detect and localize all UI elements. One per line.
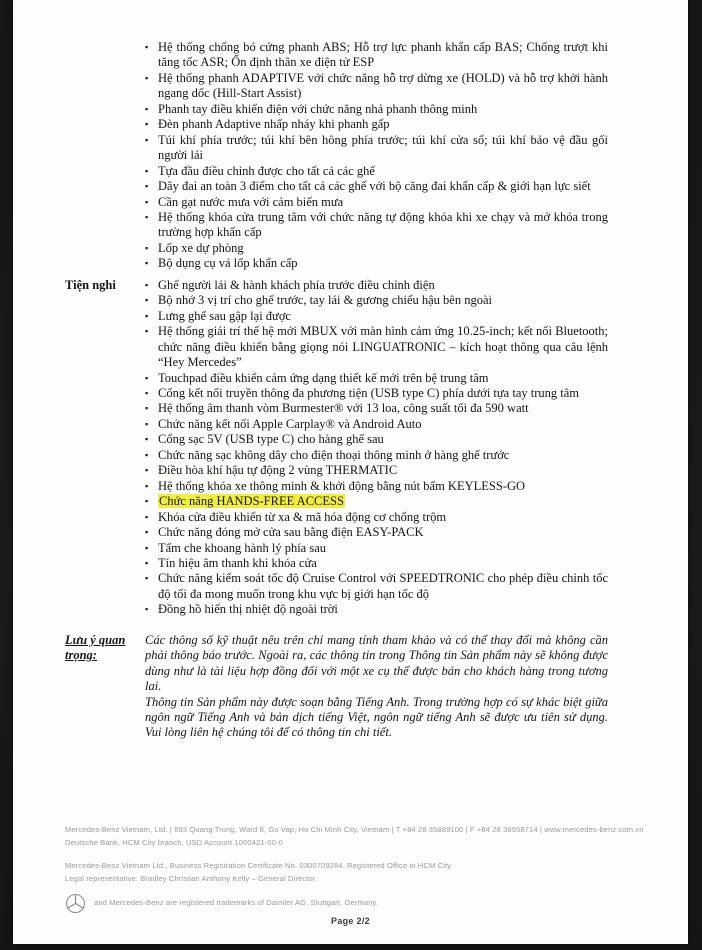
list-item: ▪ Lưng ghế sau gập lại được	[145, 309, 608, 324]
notes-label-line: Lưu ý quan	[65, 632, 126, 647]
list-item: ▪ Chức năng sạc không dây cho điện thoại thông minh ở hàng ghế trước	[145, 448, 608, 463]
notes-paragraph: Các thông số kỹ thuật nêu trên chỉ mang tính tham khảo và có thể thay đổi mà không cần phải thông báo trước. Ngoài ra, các thông tin trong Thông tin Sản phẩm này sẽ không được dùng như là tài liệu hợp đồng đối với một xe cụ thể được bán cho khách hàng trong tương lai.	[145, 632, 608, 694]
list-item: ▪ Bộ dụng cụ vá lốp khẩn cấp	[145, 256, 608, 271]
section-amenities	[13, 278, 688, 618]
list-item-highlighted	[145, 494, 608, 509]
page-footer	[65, 824, 665, 914]
list-item: ▪ Cổng kết nối truyền thông đa phương tiện (USB type C) phía dưới tựa tay trung tâm	[145, 386, 608, 401]
list-item: ▪ Hệ thống giải trí thế hệ mới MBUX với màn hình cảm ứng 10.25-inch; kết nối Bluetooth; chức năng điều khiển bằng giọng nói LINGUATRONIC – kích hoạt thông qua câu lệnh “Hey Mercedes”	[145, 324, 608, 370]
list-item: ▪ Touchpad điều khiển cảm ứng dạng thiết kế mới trên bệ trung tâm	[145, 371, 608, 386]
list-item: ▪ Chức năng kết nối Apple Carplay® và Android Auto	[145, 417, 608, 432]
feature-list	[145, 40, 608, 272]
list-item: ▪ Bộ nhớ 3 vị trí cho ghế trước, tay lái & gương chiếu hậu bên ngoài	[145, 293, 608, 308]
footer-trademark-text: and Mercedes-Benz are registered trademarks of Daimler AG, Stuttgart, Germany.	[94, 898, 379, 908]
list-item: ▪ Cần gạt nước mưa với cảm biến mưa	[145, 195, 608, 210]
list-item: ▪ Hệ thống âm thanh vòm Burmester® với 13 loa, công suất tối đa 590 watt	[145, 401, 608, 416]
footer-address-line: Mercedes-Benz Vietnam, Ltd. | 693 Quang Trung, Ward 8, Go Vap, Ho Chi Minh City, Vietnam | T +84 28 35889100 | F +84 28 38958714 | www.mercedes-benz.com.vn	[65, 825, 644, 834]
list-item: ▪ Cổng sạc 5V (USB type C) cho hàng ghế sau	[145, 432, 608, 447]
list-item: ▪ Ghế người lái & hành khách phía trước điều chỉnh điện	[145, 278, 608, 293]
feature-list	[145, 278, 608, 618]
list-item: ▪ Đồng hồ hiển thị nhiệt độ ngoài trời	[145, 602, 608, 617]
list-item: ▪ Phanh tay điều khiển điện với chức năng nhả phanh thông minh	[145, 102, 608, 117]
list-item: ▪ Hệ thống khóa xe thông minh & khởi động bằng nút bấm KEYLESS-GO	[145, 479, 608, 494]
notes-label-line: trọng:	[65, 648, 97, 663]
list-item: ▪ Hệ thống chống bó cứng phanh ABS; Hỗ trợ lực phanh khẩn cấp BAS; Chống trượt khi tăng tốc ASR; Ổn định thân xe điện tử ESP	[145, 40, 608, 71]
list-item: ▪ Tấm che khoang hành lý phía sau	[145, 541, 608, 556]
list-item: ▪ Hệ thống khóa cửa trung tâm với chức năng tự động khóa khi xe chạy và mở khóa trong trường hợp khẩn cấp	[145, 210, 608, 241]
list-item: ▪ Hệ thống phanh ADAPTIVE với chức năng hỗ trợ dừng xe (HOLD) và hỗ trợ khởi hành ngang dốc (Hill-Start Assist)	[145, 71, 608, 102]
mercedes-star-icon	[65, 893, 86, 914]
list-item: ▪ Dây đai an toàn 3 điểm cho tất cả các ghế với bộ căng đai khẩn cấp & giới hạn lực siết	[145, 179, 608, 194]
notes-body	[145, 633, 608, 741]
notes-paragraph: Thông tin Sản phẩm này được soạn bằng Tiếng Anh. Trong trường hợp có sự khác biệt giữa ngôn ngữ Tiếng Anh và bản dịch tiếng Việt, ngôn ngữ tiếng Anh sẽ được ưu tiên sử dụng. Vui lòng liên hệ chúng tôi để có thông tin chi tiết.	[145, 694, 608, 740]
list-item: ▪ Điều hòa khí hậu tự động 2 vùng THERMATIC	[145, 463, 608, 478]
list-item: ▪ Chức năng đóng mở cửa sau bằng điện EASY-PACK	[145, 525, 608, 540]
list-item: ▪ Túi khí phía trước; túi khí bên hông phía trước; túi khí cửa sổ; túi khí bảo vệ đầu gối người lái	[145, 133, 608, 164]
highlighted-text: Chức năng HANDS-FREE ACCESS	[159, 494, 344, 509]
list-item: ▪ Tựa đầu điều chỉnh được cho tất cả các ghế	[145, 164, 608, 179]
section-label-amenities: Tiện nghi	[65, 277, 116, 292]
page-number: Page 2/2	[331, 916, 370, 926]
document-page	[13, 0, 688, 944]
footer-representative-line: Legal representative: Bradley Christian Anthony Kelly – General Director.	[65, 873, 318, 883]
list-item: ▪ Đèn phanh Adaptive nhấp nháy khi phanh gấp	[145, 117, 608, 132]
page-content	[13, 0, 688, 741]
list-item: ▪ Khóa cửa điều khiển từ xa & mã hóa động cơ chống trộm	[145, 510, 608, 525]
footer-bank-line: Deutsche Bank, HCM City branch, USD Account 1000421-00-0	[65, 837, 283, 847]
list-item: ▪ Tín hiệu âm thanh khi khóa cửa	[145, 556, 608, 571]
list-item: ▪ Chức năng kiểm soát tốc độ Cruise Control với SPEEDTRONIC cho phép điều chỉnh tốc độ tối đa mong muốn trong khu vực bị giới hạn tốc độ	[145, 571, 608, 602]
notes-label	[65, 633, 145, 664]
section-safety-continued	[13, 0, 688, 272]
list-item: ▪ Lốp xe dự phòng	[145, 241, 608, 256]
section-important-notes	[13, 633, 688, 741]
footer-registration-line: Mercedes-Benz Vietnam Ltd., Business Registration Certificate No. 0300709284. Registered Office in HCM City	[65, 861, 452, 870]
